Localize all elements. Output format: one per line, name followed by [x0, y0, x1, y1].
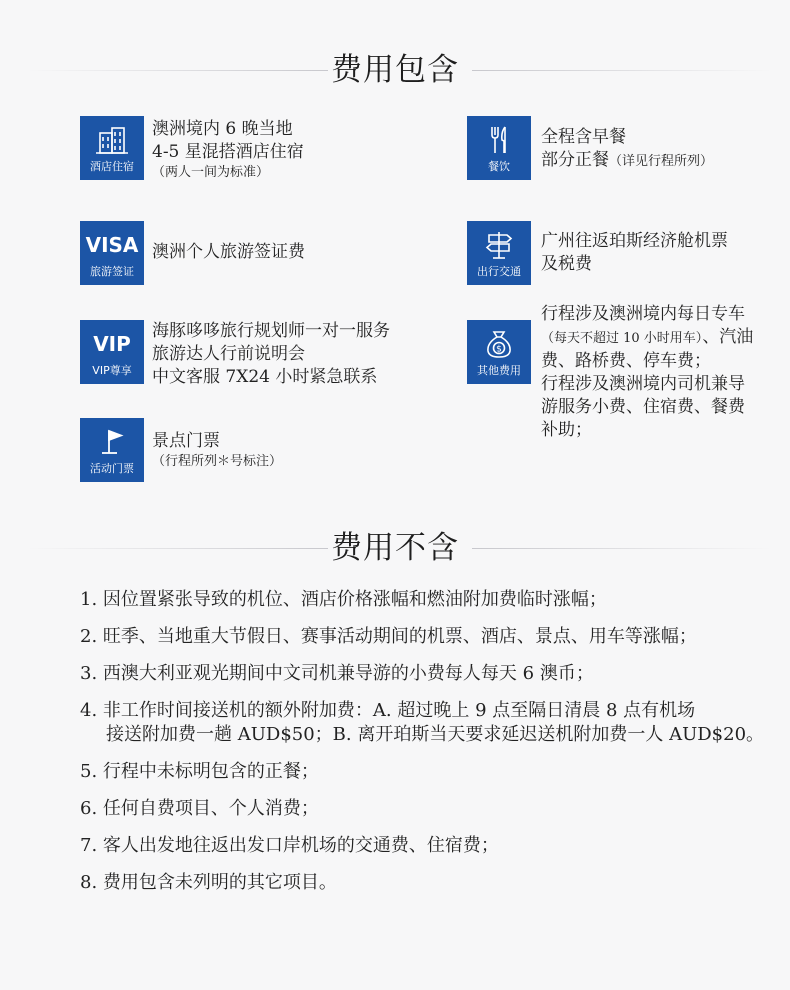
desc-note: （每天不超过 10 小时用车） [541, 331, 703, 346]
money-bag-icon [483, 324, 515, 364]
flag-icon [97, 422, 127, 462]
icon-caption: 旅游签证 [90, 265, 134, 278]
desc-line: 补助； [541, 420, 592, 440]
section-title: 费用不含 [331, 530, 459, 566]
list-item [80, 834, 785, 858]
transport-description [541, 230, 728, 276]
item-number: 8. [80, 872, 98, 893]
visa-icon-text: VISA [85, 233, 139, 257]
item-number: 3. [80, 663, 98, 684]
included-section-header [0, 50, 790, 90]
desc-line [541, 326, 753, 350]
desc-line: 旅游达人行前说明会 [152, 344, 305, 364]
icon-caption: 其他费用 [477, 364, 521, 377]
visa-icon [86, 225, 139, 265]
desc-main: 部分正餐 [541, 150, 609, 170]
item-number: 1. [80, 589, 98, 610]
desc-line: 行程涉及澳洲境内司机兼导 [541, 374, 745, 394]
excluded-section-header [0, 528, 790, 568]
transport-badge [467, 221, 531, 285]
icon-caption: VIP尊享 [92, 364, 132, 377]
item-number: 7. [80, 835, 98, 856]
icon-caption: 餐饮 [488, 160, 510, 173]
item-text-continued: 接送附加费一趟 AUD$50；B. 离开珀斯当天要求延迟送机附加费一人 AUD$20。 [106, 724, 765, 745]
section-title: 费用包含 [331, 52, 459, 88]
vip-badge [80, 320, 144, 384]
list-item [80, 760, 785, 784]
desc-line: 游服务小费、住宿费、餐费 [541, 397, 745, 417]
desc-note: （详见行程所列） [609, 154, 714, 169]
signpost-icon [483, 225, 515, 265]
list-item [80, 588, 785, 612]
desc-note: （行程所列＊号标注） [152, 454, 283, 469]
visa-description [152, 241, 305, 264]
vip-icon [93, 324, 131, 364]
desc-line: 行程涉及澳洲境内每日专车 [541, 304, 745, 324]
icon-caption: 活动门票 [90, 462, 134, 475]
desc-line: 全程含早餐 [541, 127, 626, 147]
item-number: 6. [80, 798, 98, 819]
desc-line: 广州往返珀斯经济舱机票 [541, 231, 728, 251]
hotel-icon [94, 120, 130, 160]
list-item [80, 699, 785, 747]
hotel-badge [80, 116, 144, 180]
item-text: 非工作时间接送机的额外附加费：A. 超过晚上 9 点至隔日清晨 8 点有机场 [102, 700, 696, 721]
list-item [80, 797, 785, 821]
utensils-icon [484, 120, 514, 160]
desc-line: 澳洲个人旅游签证费 [152, 242, 305, 262]
meals-badge [467, 116, 531, 180]
icon-caption: 酒店住宿 [90, 160, 134, 173]
vip-icon-text: VIP [93, 332, 131, 356]
list-item [80, 871, 785, 895]
ticket-badge [80, 418, 144, 482]
item-text: 因位置紧张导致的机位、酒店价格涨幅和燃油附加费临时涨幅； [102, 589, 607, 610]
meals-description [541, 126, 713, 173]
item-number: 2. [80, 626, 98, 647]
desc-line: 及税费 [541, 254, 592, 274]
desc-line: 4-5 星混搭酒店住宿 [152, 142, 304, 162]
desc-line [541, 149, 713, 173]
item-text: 西澳大利亚观光期间中文司机兼导游的小费每人每天 6 澳币； [102, 663, 594, 684]
visa-badge [80, 221, 144, 285]
item-number: 4. [80, 700, 98, 721]
list-item [80, 662, 785, 686]
desc-line: 海豚哆哆旅行规划师一对一服务 [152, 321, 390, 341]
hotel-description [152, 118, 304, 182]
desc-line: 费、路桥费、停车费； [541, 351, 711, 371]
ticket-description [152, 430, 282, 471]
item-text: 客人出发地往返出发口岸机场的交通费、住宿费； [102, 835, 499, 856]
excluded-list [80, 588, 785, 908]
other-fees-badge [467, 320, 531, 384]
list-item [80, 625, 785, 649]
item-number: 5. [80, 761, 98, 782]
desc-line: 中文客服 7X24 小时紧急联系 [152, 367, 378, 387]
desc-line: 景点门票 [152, 431, 220, 451]
item-text: 任何自费项目、个人消费； [102, 798, 319, 819]
vip-description [152, 320, 390, 389]
icon-caption: 出行交通 [477, 265, 521, 278]
desc-note: （两人一间为标准） [152, 165, 270, 180]
item-text: 费用包含未列明的其它项目。 [102, 872, 337, 893]
desc-line: 澳洲境内 6 晚当地 [152, 119, 293, 139]
desc-main: 、汽油 [702, 327, 754, 347]
svg-text:$: $ [496, 344, 502, 355]
item-text: 旺季、当地重大节假日、赛事活动期间的机票、酒店、景点、用车等涨幅； [102, 626, 697, 647]
item-text: 行程中未标明包含的正餐； [102, 761, 319, 782]
other-fees-description [541, 303, 753, 442]
